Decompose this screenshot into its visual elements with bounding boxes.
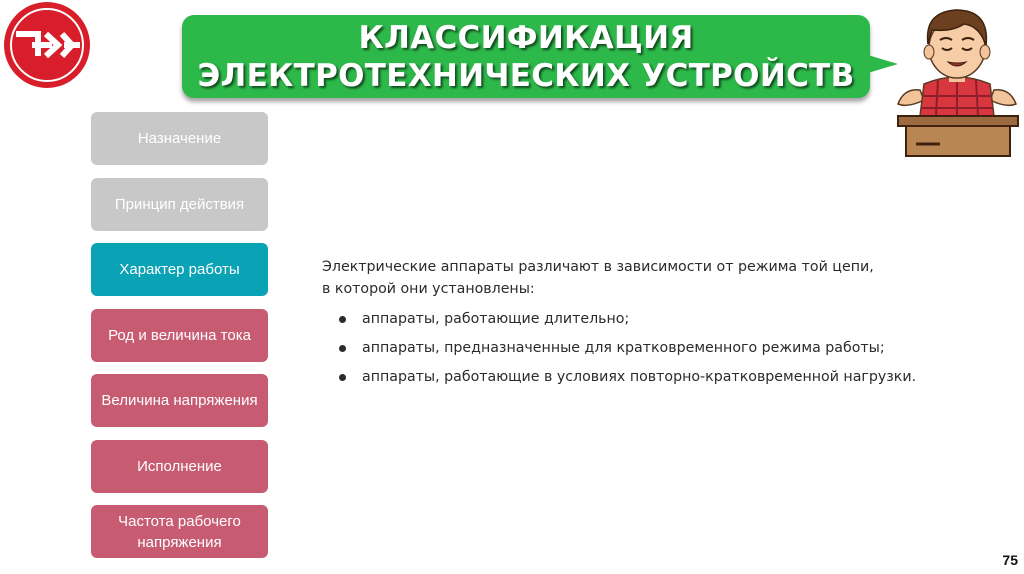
rzd-logo-icon: [2, 0, 92, 90]
sidebar-item-operation-mode[interactable]: [91, 243, 268, 296]
sidebar-item-frequency[interactable]: [91, 505, 268, 558]
sidebar-item-operating-principle[interactable]: [91, 178, 268, 231]
sidebar-item-label: Характер работы: [119, 261, 240, 278]
sidebar-item-label: Принцип действия: [114, 196, 245, 213]
intro-text: [322, 256, 962, 300]
presenter-boy-icon: [890, 0, 1024, 160]
list-item-text: аппараты, работающие длительно;: [362, 311, 630, 327]
sidebar-item-purpose[interactable]: [91, 112, 268, 165]
list-item-text: аппараты, предназначенные для кратковременного режима работы;: [362, 340, 885, 356]
title-line-1: КЛАССИФИКАЦИЯ: [358, 19, 694, 56]
sidebar-item-label: Частота рабочего напряжения: [118, 512, 241, 551]
sidebar-item-design[interactable]: [91, 440, 268, 493]
content-panel: [322, 256, 962, 395]
bullet-icon: [339, 316, 346, 323]
intro-line-2: в которой они установлены:: [322, 281, 535, 297]
sidebar-item-label: Величина напряжения: [101, 392, 258, 409]
bullet-icon: [339, 345, 346, 352]
sidebar-item-label: Назначение: [137, 130, 222, 147]
sidebar-item-voltage[interactable]: [91, 374, 268, 427]
list-item: [322, 337, 962, 359]
page-number: 75: [1002, 552, 1018, 568]
sidebar-item-current-type[interactable]: [91, 309, 268, 362]
list-item: [322, 366, 962, 388]
sidebar-item-label: Исполнение: [137, 458, 222, 475]
sidebar-item-label: Род и величина тока: [108, 327, 251, 344]
bullet-list: [322, 308, 962, 388]
intro-line-1: Электрические аппараты различают в зависимости от режима той цепи,: [322, 259, 874, 275]
bullet-icon: [339, 374, 346, 381]
title-banner: [182, 15, 870, 98]
list-item: [322, 308, 962, 330]
list-item-text: аппараты, работающие в условиях повторно-кратковременной нагрузки.: [362, 369, 917, 385]
title-line-2: ЭЛЕКТРОТЕХНИЧЕСКИХ УСТРОЙСТВ: [197, 57, 855, 94]
